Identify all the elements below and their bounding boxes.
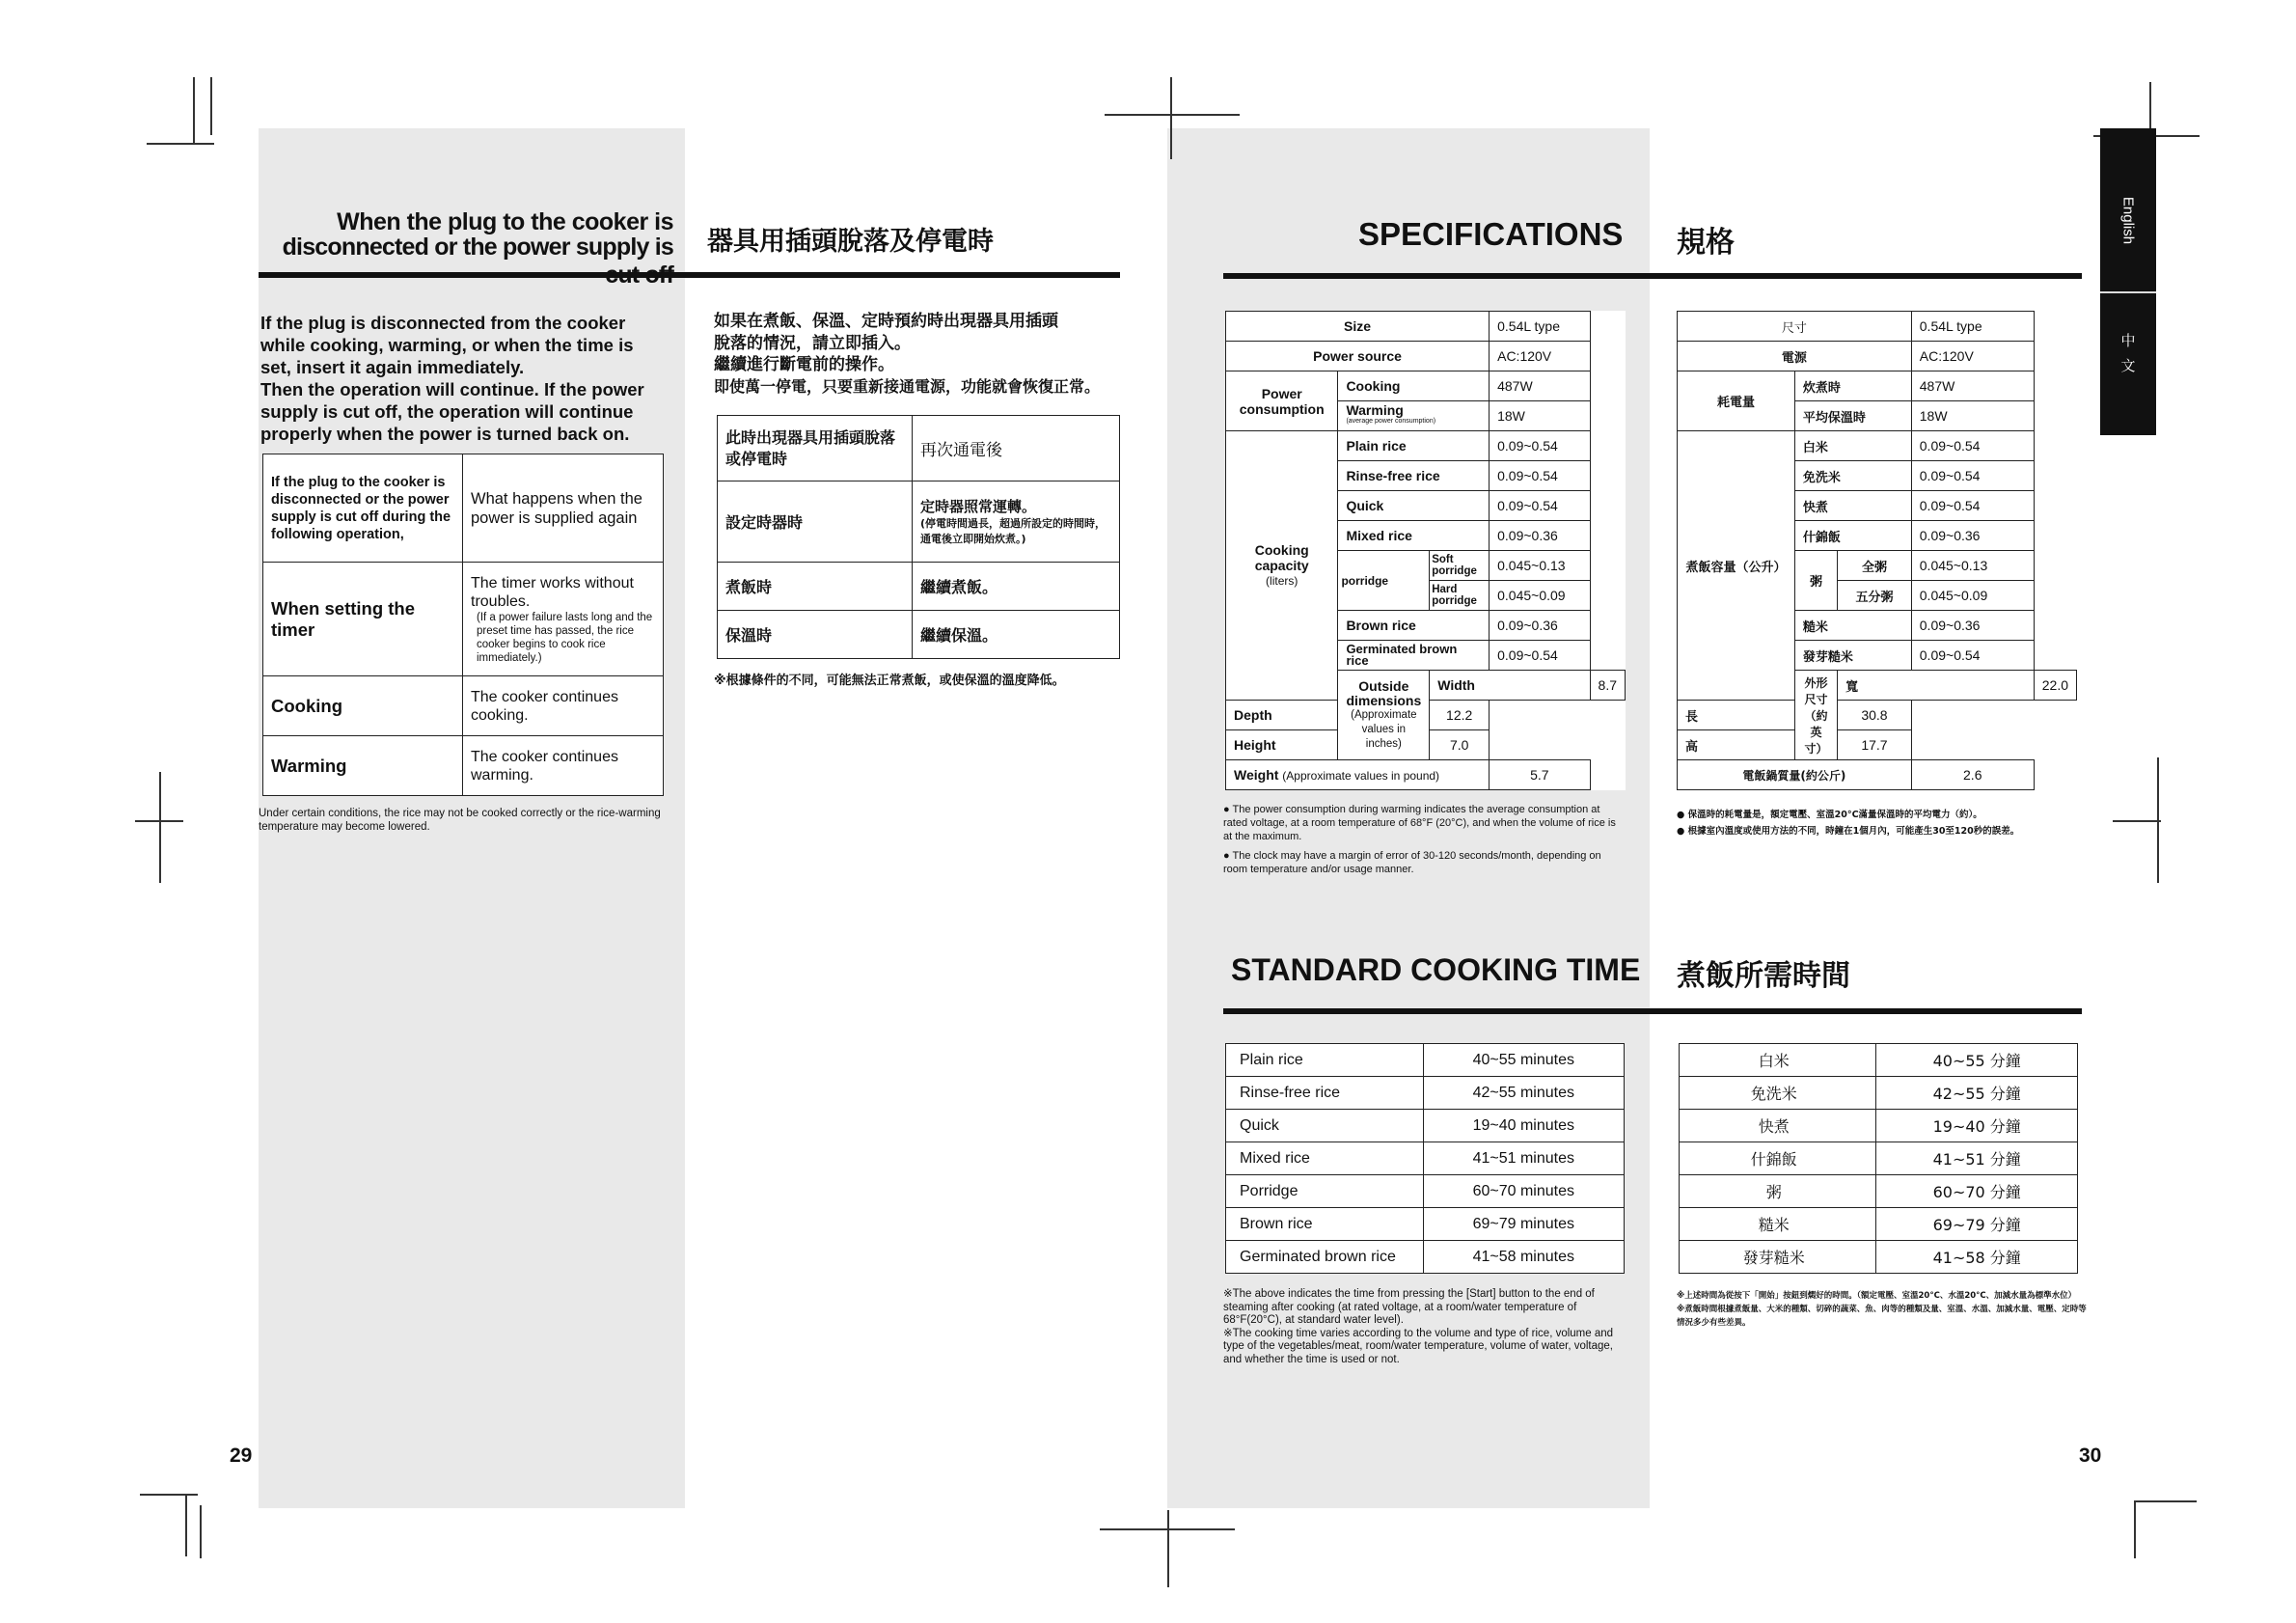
intro-line: set, insert it again immediately. (260, 357, 525, 377)
zh-intro-line: 即使萬一停電，只要重新接通電源，功能就會恢復正常。 (714, 376, 1101, 396)
cooking-value: 69~79 minutes (1423, 1208, 1624, 1241)
spec-cooking-value: 487W (1490, 371, 1590, 401)
intro-line: while cooking, warming, or when the time is (260, 335, 634, 355)
spec-notes (1223, 803, 1626, 876)
spec-size-label: Size (1226, 312, 1490, 342)
cooking-value: 41~58 分鐘 (1876, 1241, 2078, 1274)
spec-capacity-unit: (liters) (1266, 574, 1298, 588)
cooking-row (1680, 1175, 2078, 1208)
spec-brown-label: Brown rice (1338, 611, 1490, 641)
table-row (263, 736, 664, 796)
cooking-label: Germinated brown rice (1226, 1241, 1424, 1274)
zh-table-row (718, 563, 1120, 611)
crop-mark (2157, 757, 2159, 883)
intro-line: Then the operation will continue. If the power (260, 379, 644, 399)
cooking-value: 40~55 分鐘 (1876, 1044, 2078, 1077)
cooking-row (1226, 1175, 1625, 1208)
zh-warming-value: 18W (1911, 401, 2034, 431)
zh-table-note: ※根據條件的不同，可能無法正常煮飯，或使保溫的溫度降低。 (714, 674, 1065, 688)
row-label: Cooking (263, 676, 463, 736)
spec-warming-cell (1338, 401, 1490, 431)
row-value (463, 563, 664, 676)
row-label: Warming (263, 736, 463, 796)
zh-rinse-label: 免洗米 (1794, 461, 1911, 491)
spec-cooking-label: Cooking (1338, 371, 1490, 401)
crop-mark (185, 1494, 187, 1556)
spec-soft-value: 0.045~0.13 (1490, 551, 1590, 581)
zh-brown-value: 0.09~0.36 (1911, 611, 2034, 641)
cooking-label: 快煮 (1680, 1110, 1876, 1142)
spec-brown-value: 0.09~0.36 (1490, 611, 1590, 641)
zh-capacity-label: 煮飯容量（公升） (1678, 431, 1795, 701)
power-cut-table-zh (717, 415, 1120, 659)
spec-weight-sub: (Approximate values in pound) (1282, 769, 1440, 783)
row-text: The cooker continues warming. (463, 736, 664, 796)
cooking-row (1680, 1142, 2078, 1175)
cooking-row (1680, 1241, 2078, 1274)
spec-soft-label: Soft porridge (1430, 551, 1490, 581)
cooking-notes (1223, 1288, 1628, 1366)
cooking-row (1226, 1110, 1625, 1142)
cooking-value: 60~70 minutes (1423, 1175, 1624, 1208)
zh-quick-label: 快煮 (1794, 491, 1911, 521)
spec-capacity-label: Cooking capacity (1254, 542, 1309, 573)
cooking-row (1226, 1208, 1625, 1241)
zh-intro-line: 脫落的情況，請立即插入。 (714, 333, 911, 353)
spec-rinse-value: 0.09~0.54 (1490, 461, 1590, 491)
cooking-time-table (1225, 1043, 1625, 1274)
spec-table-zh (1677, 311, 2077, 790)
spec-germinated-value: 0.09~0.54 (1490, 641, 1590, 671)
spec-capacity-cell (1226, 431, 1338, 701)
tab-divider (2100, 291, 2156, 293)
cooking-note: ※The cooking time varies according to the volume and type of rice, volume and type of the vegetables/meat, room/water temperature, volume of water, voltage, and whether the time is used or not. (1223, 1327, 1614, 1365)
spec-hard-label: Hard porridge (1430, 581, 1490, 611)
cooking-label: Quick (1226, 1110, 1424, 1142)
cooking-value: 42~55 minutes (1423, 1077, 1624, 1110)
cooking-time-title-zh: 煮飯所需時間 (1677, 959, 1850, 993)
spec-power-source-label: Power source (1226, 342, 1490, 371)
spec-size-value: 0.54L type (1490, 312, 1590, 342)
zh-quick-value: 0.09~0.54 (1911, 491, 2034, 521)
zh-mixed-label: 什錦飯 (1794, 521, 1911, 551)
tab-english (2100, 188, 2156, 256)
zh-width-label: 寬 (1838, 671, 2035, 701)
spec-title: SPECIFICATIONS (1358, 216, 1624, 252)
zh-hard-label: 五分粥 (1838, 581, 1912, 611)
zh-porridge-label: 粥 (1794, 551, 1837, 611)
spec-hard-value: 0.045~0.09 (1490, 581, 1590, 611)
spec-quick-label: Quick (1338, 491, 1490, 521)
spec-consumption-label: Power consumption (1226, 371, 1338, 431)
spec-width-value: 8.7 (1590, 671, 1625, 701)
cooking-label: 發芽糙米 (1680, 1241, 1876, 1274)
page-title-zh: 器具用插頭脫落及停電時 (707, 227, 994, 257)
zh-row-label: 設定時器時 (718, 481, 913, 563)
cooking-label: Mixed rice (1226, 1142, 1424, 1175)
crop-mark (159, 772, 161, 883)
table-note: Under certain conditions, the rice may not be cooked correctly or the rice-warming temperature may become lowered. (259, 808, 661, 833)
zh-intro-line: 如果在煮飯、保溫、定時預約時出現器具用插頭 (714, 312, 1058, 331)
cooking-label: Rinse-free rice (1226, 1077, 1424, 1110)
spec-depth-label: Depth (1226, 701, 1430, 730)
crop-mark (1167, 1510, 1169, 1587)
cooking-label: 粥 (1680, 1175, 1876, 1208)
cooking-label: 什錦飯 (1680, 1142, 1876, 1175)
zh-hard-value: 0.045~0.09 (1911, 581, 2034, 611)
zh-outside-label: 外形尺寸（約英寸） (1794, 671, 1837, 760)
zh-height-label: 高 (1678, 730, 1838, 760)
zh-height-value: 17.7 (1838, 730, 1912, 760)
page-number-left: 29 (230, 1444, 253, 1467)
intro-line: properly when the power is turned back on. (260, 424, 630, 444)
spec-notes-zh (1677, 807, 2101, 839)
spec-width-label: Width (1430, 671, 1590, 701)
crop-mark (2134, 1500, 2136, 1558)
spec-weight-value: 5.7 (1490, 760, 1590, 790)
zh-cooking-note: ※煮飯時間根據煮飯量、大米的種類、切碎的蔬菜、魚、肉等的種類及量、室溫、水溫、加減水量、電壓、定時等情況多少有些差異。 (1677, 1305, 2087, 1328)
zh-consumption-label: 耗電量 (1678, 371, 1795, 431)
spec-warming-label: Warming (1346, 402, 1404, 418)
page-title-line1: When the plug to the cooker is (337, 208, 673, 235)
cooking-value: 19~40 分鐘 (1876, 1110, 2078, 1142)
zh-spec-note: ● 根據室內溫度或使用方法的不同，時鐘在1個月內，可能產生30至120秒的誤差。 (1677, 826, 2020, 837)
row-text: The cooker continues cooking. (463, 676, 664, 736)
cooking-row (1680, 1208, 2078, 1241)
zh-row-sub: (停電時間過長，超過所設定的時間時，通電後立即開始炊煮。) (920, 517, 1107, 545)
crop-mark (2113, 820, 2161, 822)
spec-height-value: 7.0 (1430, 730, 1490, 760)
crop-mark (140, 1494, 198, 1496)
zh-intro (714, 311, 1129, 398)
crop-mark (2134, 1500, 2197, 1502)
cooking-rows-zh (1680, 1044, 2078, 1274)
zh-germinated-value: 0.09~0.54 (1911, 641, 2034, 671)
zh-depth-label: 長 (1678, 701, 1838, 730)
zh-size-value: 0.54L type (1911, 312, 2034, 342)
spec-plain-value: 0.09~0.54 (1490, 431, 1590, 461)
intro-text (260, 312, 666, 445)
cooking-note: ※The above indicates the time from pressing the [Start] button to the end of steaming after cooking (at rated voltage, at a room/water temperature of 68°F(20°C), at standard water level). (1223, 1288, 1595, 1326)
table-head-cell: If the plug to the cooker is disconnected or the power supply is cut off during the following operation, (263, 454, 463, 563)
zh-power-value: AC:120V (1911, 342, 2034, 371)
cooking-label: 免洗米 (1680, 1077, 1876, 1110)
cooking-value: 60~70 分鐘 (1876, 1175, 2078, 1208)
zh-warming-label: 平均保溫時 (1794, 401, 1911, 431)
spec-table (1225, 311, 1626, 790)
zh-weight-label: 電飯鍋質量(約公斤) (1678, 760, 1912, 790)
cooking-row (1226, 1241, 1625, 1274)
zh-row-text: 繼續煮飯。 (913, 563, 1120, 611)
zh-depth-value: 30.8 (1838, 701, 1912, 730)
zh-cooking-note: ※上述時間為從按下「開始」按鈕到燜好的時間。（額定電壓、室溫20°C、水溫20°C、加減水量為標準水位） (1677, 1291, 2077, 1301)
spec-note: ● The clock may have a margin of error of 30-120 seconds/month, depending on room temperature and/or usage manner. (1223, 850, 1601, 875)
crop-mark (210, 77, 212, 135)
language-tab (2100, 128, 2156, 435)
cooking-label: Porridge (1226, 1175, 1424, 1208)
spec-mixed-label: Mixed rice (1338, 521, 1490, 551)
cooking-label: Plain rice (1226, 1044, 1424, 1077)
row-label: When setting the timer (263, 563, 463, 676)
cooking-row (1226, 1044, 1625, 1077)
cooking-value: 41~51 minutes (1423, 1142, 1624, 1175)
zh-row-text: 定時器照常運轉。 (920, 498, 1037, 515)
zh-power-label: 電源 (1678, 342, 1912, 371)
cooking-row (1680, 1077, 2078, 1110)
cooking-value: 40~55 minutes (1423, 1044, 1624, 1077)
spec-depth-value: 12.2 (1430, 701, 1490, 730)
spec-outside-label: Outside dimensions (1346, 677, 1422, 708)
page-title-line2: disconnected or the power supply is (282, 234, 673, 261)
zh-row-text: 繼續保溫。 (913, 611, 1120, 659)
zh-row-label: 保溫時 (718, 611, 913, 659)
zh-germinated-label: 發芽糙米 (1794, 641, 1911, 671)
zh-plain-label: 白米 (1794, 431, 1911, 461)
spec-warming-value: 18W (1490, 401, 1590, 431)
zh-soft-label: 全粥 (1838, 551, 1912, 581)
spec-weight-cell (1226, 760, 1490, 790)
cooking-notes-zh (1677, 1289, 2091, 1330)
zh-intro-line: 繼續進行斷電前的操作。 (714, 355, 894, 374)
spec-quick-value: 0.09~0.54 (1490, 491, 1590, 521)
intro-line: If the plug is disconnected from the cooker (260, 313, 626, 333)
cooking-label: 糙米 (1680, 1208, 1876, 1241)
tab-chinese: 中文 (2120, 332, 2136, 374)
spec-outside-sub: (Approximate values in inches) (1351, 708, 1417, 750)
cooking-value: 41~58 minutes (1423, 1241, 1624, 1274)
cooking-time-table-zh (1679, 1043, 2078, 1274)
cooking-time-title: STANDARD COOKING TIME (1231, 952, 1641, 987)
table-head-cell: What happens when the power is supplied again (463, 454, 664, 563)
zh-head-cell: 再次通電後 (913, 416, 1120, 481)
cooking-row (1680, 1110, 2078, 1142)
zh-row-value (913, 481, 1120, 563)
spec-rule (1223, 273, 2082, 279)
zh-plain-value: 0.09~0.54 (1911, 431, 2034, 461)
cooking-rows (1226, 1044, 1625, 1274)
zh-size-label: 尺寸 (1678, 312, 1912, 342)
crop-mark (147, 143, 214, 145)
spec-porridge-label: porridge (1338, 551, 1430, 611)
spec-germinated-label: Germinated brown rice (1338, 641, 1490, 671)
zh-spec-note: ● 保溫時的耗電量是，額定電壓、室溫20°C滿量保溫時的平均電力（約）。 (1677, 810, 1982, 820)
spec-weight-label: Weight (1234, 767, 1279, 783)
tab-english-label: English (2119, 196, 2137, 245)
page-number-right: 30 (2079, 1444, 2102, 1467)
crop-mark (193, 77, 195, 145)
zh-cooking-value: 487W (1911, 371, 2034, 401)
crop-mark (200, 1505, 202, 1558)
spec-warming-sub: (average power consumption) (1346, 418, 1436, 425)
cooking-row (1226, 1077, 1625, 1110)
spec-power-source-value: AC:120V (1490, 342, 1590, 371)
cooking-value: 41~51 分鐘 (1876, 1142, 2078, 1175)
crop-mark (1170, 77, 1172, 159)
row-text: The timer works without troubles. (471, 574, 634, 610)
spec-height-label: Height (1226, 730, 1430, 760)
spec-mixed-value: 0.09~0.36 (1490, 521, 1590, 551)
table-row (263, 676, 664, 736)
zh-soft-value: 0.045~0.13 (1911, 551, 2034, 581)
cooking-label: Brown rice (1226, 1208, 1424, 1241)
row-sub: (If a power failure lasts long and the preset time has passed, the rice cooker begins to cook rice immediately.) (477, 611, 653, 664)
cooking-label: 白米 (1680, 1044, 1876, 1077)
cooking-rule (1223, 1008, 2082, 1014)
spec-title-zh: 規格 (1677, 226, 1735, 260)
power-cut-table (262, 454, 664, 796)
zh-weight-value: 2.6 (1911, 760, 2034, 790)
zh-row-label: 煮飯時 (718, 563, 913, 611)
cooking-value: 19~40 minutes (1423, 1110, 1624, 1142)
cooking-value: 69~79 分鐘 (1876, 1208, 2078, 1241)
zh-brown-label: 糙米 (1794, 611, 1911, 641)
cooking-value: 42~55 分鐘 (1876, 1077, 2078, 1110)
cooking-row (1226, 1142, 1625, 1175)
zh-table-row (718, 481, 1120, 563)
spec-plain-label: Plain rice (1338, 431, 1490, 461)
zh-width-value: 22.0 (2034, 671, 2076, 701)
zh-cooking-label: 炊煮時 (1794, 371, 1911, 401)
crop-mark (1105, 114, 1240, 116)
intro-line: supply is cut off, the operation will continue (260, 401, 634, 422)
spec-note: ● The power consumption during warming indicates the average consumption at rated voltage, at a room temperature of 68°F (20°C), and when the volume of rice is at the maximum. (1223, 804, 1616, 842)
zh-head-cell: 此時出現器具用插頭脫落或停電時 (718, 416, 913, 481)
zh-rinse-value: 0.09~0.54 (1911, 461, 2034, 491)
cooking-row (1680, 1044, 2078, 1077)
spec-rinse-label: Rinse-free rice (1338, 461, 1490, 491)
zh-table-row (718, 611, 1120, 659)
table-row (263, 563, 664, 676)
title-rule (259, 272, 1120, 278)
zh-mixed-value: 0.09~0.36 (1911, 521, 2034, 551)
